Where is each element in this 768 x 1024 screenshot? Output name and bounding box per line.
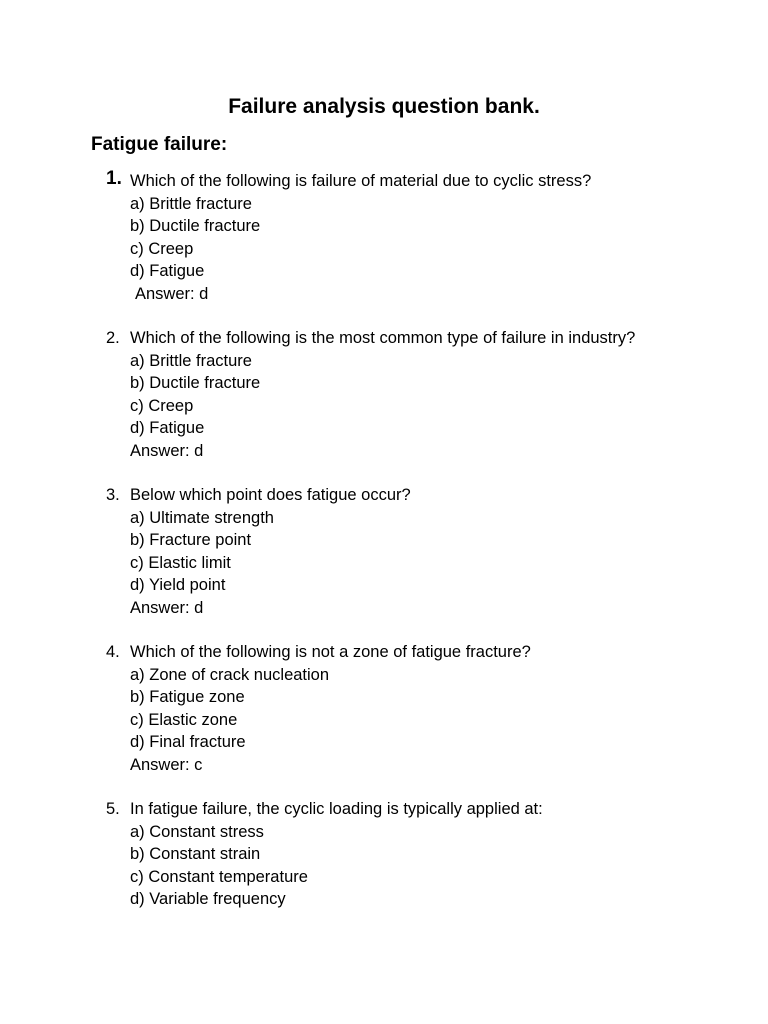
option-c: c) Constant temperature (130, 867, 308, 886)
question-number: 1. (106, 168, 122, 189)
question-number: 5. (106, 800, 120, 818)
option-a: a) Brittle fracture (130, 194, 252, 213)
option-a: a) Brittle fracture (130, 351, 252, 370)
question-line (106, 798, 746, 821)
answer: Answer: c (130, 755, 203, 774)
question-number: 4. (106, 643, 120, 661)
question-5 (106, 798, 746, 911)
question-number: 2. (106, 329, 120, 347)
option-d: d) Fatigue (130, 262, 205, 281)
question-line (106, 170, 746, 193)
question-number: 3. (106, 486, 120, 504)
question-1 (106, 170, 746, 306)
option-a: a) Zone of crack nucleation (130, 665, 330, 684)
option-a: a) Ultimate strength (130, 508, 274, 527)
question-4 (106, 641, 746, 777)
option-b: b) Ductile fracture (130, 374, 261, 393)
question-text: Which of the following is the most common type of failure in industry? (130, 329, 636, 347)
answer: Answer: d (135, 284, 209, 303)
option-d: d) Variable frequency (130, 890, 286, 909)
option-b: b) Fatigue zone (130, 688, 245, 707)
option-d: d) Fatigue (130, 419, 205, 438)
question-2 (106, 327, 746, 463)
answer: Answer: d (130, 441, 204, 460)
answer: Answer: d (130, 598, 204, 617)
question-text: Below which point does fatigue occur? (130, 486, 411, 504)
question-text: Which of the following is failure of material due to cyclic stress? (130, 172, 592, 190)
question-text: Which of the following is not a zone of fatigue fracture? (130, 643, 531, 661)
option-c: c) Creep (130, 239, 194, 258)
option-c: c) Elastic zone (130, 710, 238, 729)
question-3 (106, 484, 746, 620)
option-c: c) Elastic limit (130, 553, 231, 572)
option-d: d) Yield point (130, 576, 226, 595)
option-b: b) Constant strain (130, 845, 261, 864)
option-a: a) Constant stress (130, 822, 264, 841)
option-c: c) Creep (130, 396, 194, 415)
page-title: Failure analysis question bank. (228, 95, 540, 118)
question-text: In fatigue failure, the cyclic loading is typically applied at: (130, 800, 543, 818)
option-d: d) Final fracture (130, 733, 246, 752)
question-line (106, 484, 746, 507)
question-line (106, 641, 746, 664)
question-line (106, 327, 746, 350)
option-b: b) Fracture point (130, 531, 252, 550)
section-heading: Fatigue failure: (91, 134, 228, 155)
option-b: b) Ductile fracture (130, 217, 261, 236)
